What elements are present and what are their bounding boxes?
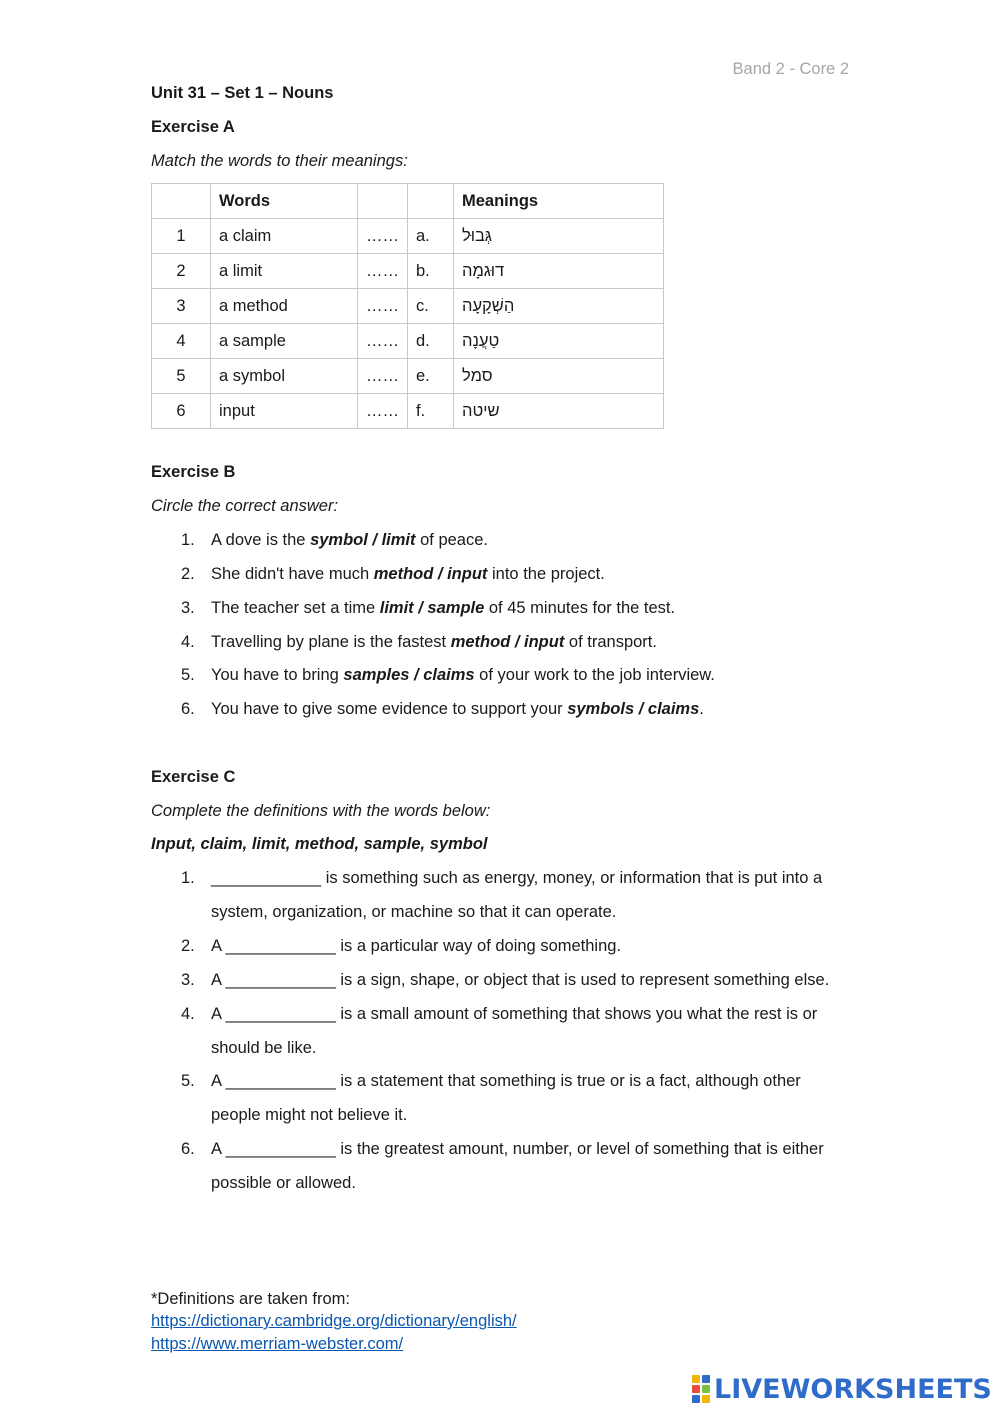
answer-blank[interactable]: …… [358, 254, 408, 289]
exercise-a-instruction: Match the words to their meanings: [151, 152, 408, 170]
col-words: Words [211, 184, 358, 219]
sources-note: *Definitions are taken from: [151, 1290, 351, 1308]
liveworksheets-logo [692, 1373, 992, 1405]
exercise-a-heading: Exercise A [151, 118, 235, 136]
answer-blank[interactable]: …… [358, 324, 408, 359]
table-row: 2 a limit …… b. דוּגמָה [152, 254, 664, 289]
merriam-webster-link[interactable]: https://www.merriam-webster.com/ [151, 1335, 404, 1353]
answer-choice[interactable]: limit / sample [379, 599, 485, 617]
answer-choice[interactable]: symbol / limit [310, 531, 416, 549]
table-row: 4 a sample …… d. טַעֲנָה [152, 324, 664, 359]
answer-choice[interactable]: method / input [450, 633, 565, 651]
exercise-c-heading: Exercise C [151, 768, 236, 786]
answer-blank[interactable]: …… [358, 359, 408, 394]
answer-blank[interactable]: …… [358, 394, 408, 429]
answer-blank[interactable]: …… [358, 289, 408, 324]
col-meanings: Meanings [454, 184, 664, 219]
answer-choice[interactable]: method / input [373, 565, 488, 583]
page-title: Unit 31 – Set 1 – Nouns [151, 84, 334, 102]
answer-blank[interactable]: …… [358, 219, 408, 254]
table-row: 1 a claim …… a. גְּבוּל [152, 219, 664, 254]
band-label: Band 2 - Core 2 [732, 60, 849, 78]
answer-choice[interactable]: symbols / claims [567, 700, 700, 718]
table-row: 6 input …… f. שיטה [152, 394, 664, 429]
exercise-b-heading: Exercise B [151, 463, 236, 481]
word-bank: Input, claim, limit, method, sample, symbol [151, 835, 488, 853]
answer-choice[interactable]: samples / claims [343, 666, 475, 684]
logo-grid-icon [692, 1375, 710, 1403]
matching-table [151, 183, 664, 429]
table-row: 3 a method …… c. הַשְׁקָעָה [152, 289, 664, 324]
table-row: 5 a symbol …… e. סמל [152, 359, 664, 394]
table-header-row [152, 184, 664, 219]
cambridge-link[interactable]: https://dictionary.cambridge.org/dictionary/english/ [151, 1312, 517, 1330]
brand-name: LIVEWORKSHEETS [714, 1373, 992, 1405]
exercise-b-instruction: Circle the correct answer: [151, 497, 339, 515]
exercise-c-instruction: Complete the definitions with the words below: [151, 802, 491, 820]
